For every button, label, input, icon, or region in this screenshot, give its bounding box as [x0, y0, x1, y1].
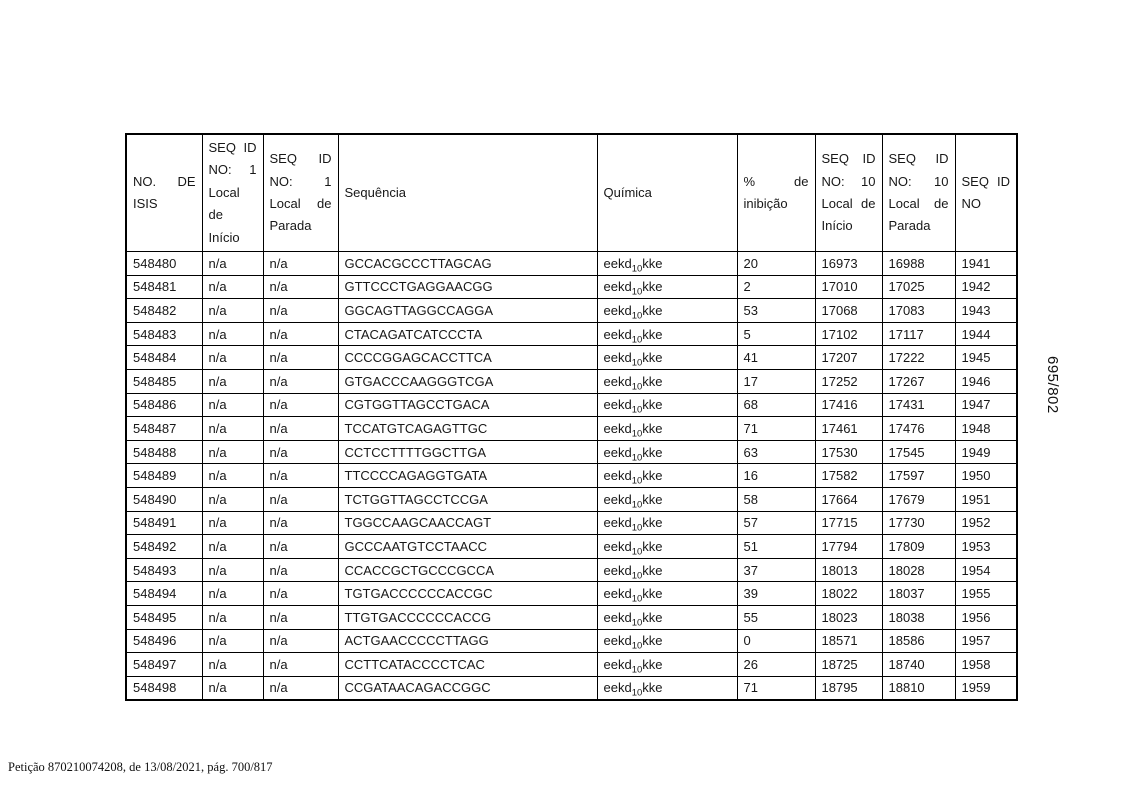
- cell-pct_inhibition: 53: [737, 299, 815, 323]
- cell-seq10_start: 17461: [815, 417, 882, 441]
- col-header-seq1_stop: SEQ ID NO: 1 Local de Parada: [263, 134, 338, 252]
- cell-seq10_start: 17530: [815, 440, 882, 464]
- cell-seq1_stop: n/a: [263, 275, 338, 299]
- cell-pct_inhibition: 0: [737, 629, 815, 653]
- cell-seq1_stop: n/a: [263, 535, 338, 559]
- cell-seq10_start: 17207: [815, 346, 882, 370]
- cell-seq1_start: n/a: [202, 252, 263, 276]
- cell-seq1_start: n/a: [202, 417, 263, 441]
- cell-sequence: GTTCCCTGAGGAACGG: [338, 275, 597, 299]
- cell-seq1_stop: n/a: [263, 487, 338, 511]
- cell-seq1_stop: n/a: [263, 511, 338, 535]
- cell-pct_inhibition: 17: [737, 370, 815, 394]
- cell-seq1_start: n/a: [202, 582, 263, 606]
- cell-isis_no: 548491: [126, 511, 202, 535]
- table-row: [126, 464, 1017, 488]
- table-row: [126, 299, 1017, 323]
- cell-sequence: CTACAGATCATCCCTA: [338, 322, 597, 346]
- table-header-row: [126, 134, 1017, 252]
- cell-chemistry: eekd$_{10}$kke: [597, 653, 737, 677]
- cell-chemistry: eekd$_{10}$kke: [597, 417, 737, 441]
- table-row: [126, 653, 1017, 677]
- table-row: [126, 275, 1017, 299]
- cell-seq10_start: 18023: [815, 605, 882, 629]
- cell-chemistry: eekd$_{10}$kke: [597, 582, 737, 606]
- cell-pct_inhibition: 5: [737, 322, 815, 346]
- cell-isis_no: 548497: [126, 653, 202, 677]
- cell-isis_no: 548482: [126, 299, 202, 323]
- cell-chemistry: eekd$_{10}$kke: [597, 535, 737, 559]
- cell-seq_id_no: 1941: [955, 252, 1017, 276]
- cell-sequence: CCTTCATACCCCTCAC: [338, 653, 597, 677]
- cell-seq1_stop: n/a: [263, 440, 338, 464]
- cell-isis_no: 548492: [126, 535, 202, 559]
- cell-seq_id_no: 1955: [955, 582, 1017, 606]
- table-row: [126, 370, 1017, 394]
- cell-pct_inhibition: 68: [737, 393, 815, 417]
- cell-isis_no: 548488: [126, 440, 202, 464]
- cell-pct_inhibition: 16: [737, 464, 815, 488]
- cell-seq1_stop: n/a: [263, 252, 338, 276]
- cell-chemistry: eekd$_{10}$kke: [597, 629, 737, 653]
- cell-seq_id_no: 1957: [955, 629, 1017, 653]
- cell-seq_id_no: 1951: [955, 487, 1017, 511]
- cell-seq1_start: n/a: [202, 464, 263, 488]
- cell-seq1_stop: n/a: [263, 605, 338, 629]
- cell-seq1_start: n/a: [202, 511, 263, 535]
- cell-seq10_stop: 17545: [882, 440, 955, 464]
- cell-pct_inhibition: 39: [737, 582, 815, 606]
- table-row: [126, 346, 1017, 370]
- cell-chemistry: eekd$_{10}$kke: [597, 464, 737, 488]
- cell-seq10_stop: 17431: [882, 393, 955, 417]
- cell-seq10_start: 17794: [815, 535, 882, 559]
- cell-chemistry: eekd$_{10}$kke: [597, 440, 737, 464]
- cell-pct_inhibition: 71: [737, 676, 815, 700]
- cell-seq10_start: 17252: [815, 370, 882, 394]
- cell-chemistry: eekd$_{10}$kke: [597, 487, 737, 511]
- table-row: [126, 487, 1017, 511]
- col-header-seq10_start: SEQ ID NO: 10 Local de Início: [815, 134, 882, 252]
- cell-isis_no: 548484: [126, 346, 202, 370]
- cell-sequence: TCCATGTCAGAGTTGC: [338, 417, 597, 441]
- cell-sequence: TGGCCAAGCAACCAGT: [338, 511, 597, 535]
- cell-seq10_stop: 17222: [882, 346, 955, 370]
- cell-seq10_start: 18795: [815, 676, 882, 700]
- cell-pct_inhibition: 58: [737, 487, 815, 511]
- cell-chemistry: eekd$_{10}$kke: [597, 275, 737, 299]
- col-header-seq_id_no: SEQ ID NO: [955, 134, 1017, 252]
- cell-chemistry: eekd$_{10}$kke: [597, 252, 737, 276]
- cell-seq10_stop: 17025: [882, 275, 955, 299]
- cell-sequence: ACTGAACCCCCTTAGG: [338, 629, 597, 653]
- cell-seq10_stop: 18586: [882, 629, 955, 653]
- table-row: [126, 511, 1017, 535]
- cell-seq1_start: n/a: [202, 275, 263, 299]
- cell-seq10_stop: 18810: [882, 676, 955, 700]
- cell-seq1_stop: n/a: [263, 676, 338, 700]
- cell-seq_id_no: 1956: [955, 605, 1017, 629]
- cell-seq1_start: n/a: [202, 370, 263, 394]
- cell-sequence: CGTGGTTAGCCTGACA: [338, 393, 597, 417]
- cell-seq1_stop: n/a: [263, 346, 338, 370]
- cell-seq10_start: 17582: [815, 464, 882, 488]
- cell-seq1_start: n/a: [202, 653, 263, 677]
- cell-pct_inhibition: 26: [737, 653, 815, 677]
- cell-sequence: GTGACCCAAGGGTCGA: [338, 370, 597, 394]
- cell-seq10_start: 18571: [815, 629, 882, 653]
- cell-chemistry: eekd$_{10}$kke: [597, 299, 737, 323]
- cell-chemistry: eekd$_{10}$kke: [597, 322, 737, 346]
- side-page-number: 695/802: [1044, 356, 1061, 414]
- cell-sequence: CCCCGGAGCACCTTCA: [338, 346, 597, 370]
- cell-seq_id_no: 1946: [955, 370, 1017, 394]
- cell-seq10_stop: 17476: [882, 417, 955, 441]
- cell-seq_id_no: 1950: [955, 464, 1017, 488]
- cell-seq10_stop: 17267: [882, 370, 955, 394]
- cell-sequence: TGTGACCCCCCACCGC: [338, 582, 597, 606]
- col-header-chemistry: Química: [597, 134, 737, 252]
- cell-pct_inhibition: 20: [737, 252, 815, 276]
- cell-seq1_stop: n/a: [263, 653, 338, 677]
- cell-seq10_start: 18022: [815, 582, 882, 606]
- cell-isis_no: 548481: [126, 275, 202, 299]
- sequence-table: [125, 133, 1018, 701]
- cell-isis_no: 548489: [126, 464, 202, 488]
- cell-chemistry: eekd$_{10}$kke: [597, 370, 737, 394]
- cell-seq10_start: 17664: [815, 487, 882, 511]
- cell-seq1_start: n/a: [202, 346, 263, 370]
- cell-pct_inhibition: 63: [737, 440, 815, 464]
- table-row: [126, 440, 1017, 464]
- cell-isis_no: 548498: [126, 676, 202, 700]
- cell-chemistry: eekd$_{10}$kke: [597, 605, 737, 629]
- col-header-seq1_start: SEQ ID NO: 1 Local de Início: [202, 134, 263, 252]
- cell-isis_no: 548485: [126, 370, 202, 394]
- cell-seq1_stop: n/a: [263, 464, 338, 488]
- cell-seq1_start: n/a: [202, 535, 263, 559]
- cell-seq1_start: n/a: [202, 393, 263, 417]
- cell-sequence: CCTCCTTTTGGCTTGA: [338, 440, 597, 464]
- cell-isis_no: 548496: [126, 629, 202, 653]
- cell-seq1_stop: n/a: [263, 629, 338, 653]
- footer-petition-text: Petição 870210074208, de 13/08/2021, pág. 700/817: [8, 760, 273, 774]
- table-body: [126, 252, 1017, 700]
- table-row: [126, 417, 1017, 441]
- col-header-pct_inhibition: % de inibição: [737, 134, 815, 252]
- col-header-sequence: Sequência: [338, 134, 597, 252]
- cell-seq1_stop: n/a: [263, 582, 338, 606]
- cell-seq10_stop: 17117: [882, 322, 955, 346]
- cell-seq1_stop: n/a: [263, 299, 338, 323]
- cell-seq_id_no: 1948: [955, 417, 1017, 441]
- cell-sequence: GGCAGTTAGGCCAGGA: [338, 299, 597, 323]
- cell-seq10_stop: 18740: [882, 653, 955, 677]
- cell-seq10_start: 17416: [815, 393, 882, 417]
- cell-seq1_start: n/a: [202, 299, 263, 323]
- cell-seq_id_no: 1943: [955, 299, 1017, 323]
- table-row: [126, 582, 1017, 606]
- col-header-isis_no: NO. DE ISIS: [126, 134, 202, 252]
- cell-seq10_stop: 17597: [882, 464, 955, 488]
- table-row: [126, 629, 1017, 653]
- cell-seq1_stop: n/a: [263, 370, 338, 394]
- cell-pct_inhibition: 57: [737, 511, 815, 535]
- cell-seq10_stop: 17730: [882, 511, 955, 535]
- cell-seq1_start: n/a: [202, 322, 263, 346]
- cell-seq10_start: 17715: [815, 511, 882, 535]
- cell-chemistry: eekd$_{10}$kke: [597, 511, 737, 535]
- cell-seq_id_no: 1947: [955, 393, 1017, 417]
- cell-seq_id_no: 1945: [955, 346, 1017, 370]
- table-row: [126, 252, 1017, 276]
- cell-seq1_start: n/a: [202, 440, 263, 464]
- cell-seq_id_no: 1949: [955, 440, 1017, 464]
- cell-sequence: TTCCCCAGAGGTGATA: [338, 464, 597, 488]
- cell-seq1_stop: n/a: [263, 322, 338, 346]
- cell-seq_id_no: 1942: [955, 275, 1017, 299]
- cell-chemistry: eekd$_{10}$kke: [597, 393, 737, 417]
- cell-sequence: TCTGGTTAGCCTCCGA: [338, 487, 597, 511]
- cell-seq10_stop: 18028: [882, 558, 955, 582]
- cell-seq10_start: 17102: [815, 322, 882, 346]
- cell-seq10_start: 18725: [815, 653, 882, 677]
- cell-seq10_start: 16973: [815, 252, 882, 276]
- cell-chemistry: eekd$_{10}$kke: [597, 346, 737, 370]
- cell-seq1_start: n/a: [202, 605, 263, 629]
- cell-seq1_stop: n/a: [263, 393, 338, 417]
- table-row: [126, 558, 1017, 582]
- cell-seq1_start: n/a: [202, 629, 263, 653]
- cell-isis_no: 548487: [126, 417, 202, 441]
- cell-seq_id_no: 1953: [955, 535, 1017, 559]
- cell-sequence: CCACCGCTGCCCGCCA: [338, 558, 597, 582]
- cell-seq_id_no: 1959: [955, 676, 1017, 700]
- cell-isis_no: 548486: [126, 393, 202, 417]
- cell-seq10_stop: 17083: [882, 299, 955, 323]
- cell-isis_no: 548483: [126, 322, 202, 346]
- cell-seq_id_no: 1952: [955, 511, 1017, 535]
- cell-pct_inhibition: 71: [737, 417, 815, 441]
- cell-seq10_start: 17010: [815, 275, 882, 299]
- cell-seq10_stop: 17809: [882, 535, 955, 559]
- cell-seq1_start: n/a: [202, 676, 263, 700]
- cell-seq10_stop: 17679: [882, 487, 955, 511]
- cell-sequence: CCGATAACAGACCGGC: [338, 676, 597, 700]
- cell-seq1_stop: n/a: [263, 417, 338, 441]
- cell-pct_inhibition: 37: [737, 558, 815, 582]
- table-row: [126, 605, 1017, 629]
- cell-seq1_stop: n/a: [263, 558, 338, 582]
- table-row: [126, 676, 1017, 700]
- cell-sequence: GCCACGCCCTTAGCAG: [338, 252, 597, 276]
- cell-sequence: TTGTGACCCCCCACCG: [338, 605, 597, 629]
- cell-seq1_start: n/a: [202, 487, 263, 511]
- cell-seq10_stop: 18037: [882, 582, 955, 606]
- cell-sequence: GCCCAATGTCCTAACC: [338, 535, 597, 559]
- cell-pct_inhibition: 2: [737, 275, 815, 299]
- cell-seq1_start: n/a: [202, 558, 263, 582]
- col-header-seq10_stop: SEQ ID NO: 10 Local de Parada: [882, 134, 955, 252]
- table-row: [126, 535, 1017, 559]
- cell-chemistry: eekd$_{10}$kke: [597, 676, 737, 700]
- cell-isis_no: 548495: [126, 605, 202, 629]
- table-row: [126, 393, 1017, 417]
- cell-seq_id_no: 1944: [955, 322, 1017, 346]
- cell-pct_inhibition: 55: [737, 605, 815, 629]
- cell-chemistry: eekd$_{10}$kke: [597, 558, 737, 582]
- cell-isis_no: 548490: [126, 487, 202, 511]
- cell-isis_no: 548493: [126, 558, 202, 582]
- cell-seq_id_no: 1958: [955, 653, 1017, 677]
- cell-seq10_stop: 16988: [882, 252, 955, 276]
- cell-pct_inhibition: 41: [737, 346, 815, 370]
- cell-isis_no: 548480: [126, 252, 202, 276]
- cell-seq10_start: 18013: [815, 558, 882, 582]
- cell-isis_no: 548494: [126, 582, 202, 606]
- table-row: [126, 322, 1017, 346]
- cell-seq10_start: 17068: [815, 299, 882, 323]
- cell-seq_id_no: 1954: [955, 558, 1017, 582]
- cell-seq10_stop: 18038: [882, 605, 955, 629]
- cell-pct_inhibition: 51: [737, 535, 815, 559]
